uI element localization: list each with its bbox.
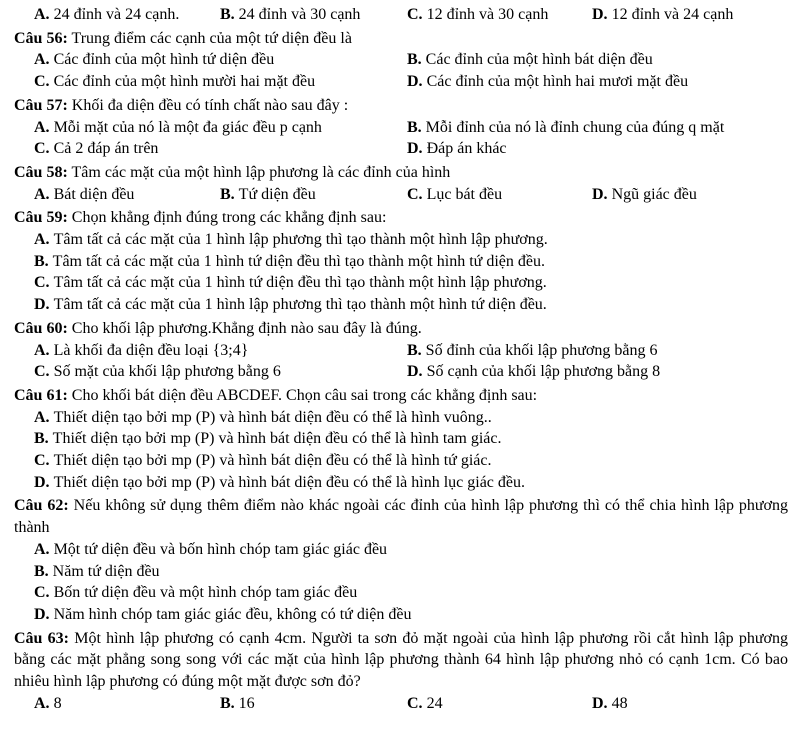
q62-option-b: B. Năm tứ diện đều bbox=[34, 562, 160, 580]
q63-stem: Câu 63: Một hình lập phương có cạnh 4cm. Người ta sơn đỏ mặt ngoài của hình lập phương rồi cắt hình lập phương bằng các mặt phẳng song song với các mặt của hình lập phương thành 64 hình lập phương nhỏ có cạnh 1cm. Có bao nhiêu hình lập phương có đúng một mặt được sơn đỏ? bbox=[14, 629, 789, 691]
q58-option-a: A. Bát diện đều bbox=[34, 185, 135, 203]
q62-stem: Câu 62: Nếu không sử dụng thêm điểm nào khác ngoài các đỉnh của hình lập phương thì có thể chia hình lập phương thành bbox=[14, 497, 789, 537]
q58-option-d: D. Ngũ giác đều bbox=[592, 185, 697, 203]
q56-stem: Câu 56: Trung điểm các cạnh của một tứ diện đều là bbox=[14, 29, 352, 47]
q55-option-b: B. 24 đỉnh và 30 cạnh bbox=[220, 6, 361, 23]
q57-option-b: B. Mỗi đỉnh của nó là đỉnh chung của đúng q mặt bbox=[407, 118, 725, 136]
q62-option-d: D. Năm hình chóp tam giác giác đều, không có tứ diện đều bbox=[34, 605, 412, 623]
q62-options bbox=[14, 539, 790, 626]
q58-option-c: C. Lục bát đều bbox=[407, 185, 503, 203]
q56-option-b: B. Các đỉnh của một hình bát diện đều bbox=[407, 51, 653, 69]
q55-option-a: A. 24 đỉnh và 24 cạnh. bbox=[34, 6, 180, 23]
q61-stem: Câu 61: Cho khối bát diện đều ABCDEF. Chọn câu sai trong các khẳng định sau: bbox=[14, 386, 538, 404]
q60-stem: Câu 60: Cho khối lập phương.Khẳng định nào sau đây là đúng. bbox=[14, 319, 422, 337]
q59-option-a: A. Tâm tất cả các mặt của 1 hình lập phương thì tạo thành một hình lập phương. bbox=[34, 231, 548, 249]
q62-option-c: C. Bốn tứ diện đều và một hình chóp tam giác đều bbox=[34, 584, 358, 602]
q59-option-c: C. Tâm tất cả các mặt của 1 hình tứ diện đều thì tạo thành một hình lập phương. bbox=[34, 274, 547, 292]
q57-option-c: C. Cả 2 đáp án trên bbox=[34, 140, 159, 158]
q61-options bbox=[14, 407, 790, 494]
q61-option-a: A. Thiết diện tạo bởi mp (P) và hình bát diện đều có thể là hình vuông.. bbox=[34, 408, 492, 426]
q59-option-b: B. Tâm tất cả các mặt của 1 hình tứ diện đều thì tạo thành một hình tứ diện đều. bbox=[34, 252, 545, 270]
q61-option-b: B. Thiết diện tạo bởi mp (P) và hình bát diện đều có thể là hình tam giác. bbox=[34, 430, 502, 448]
q61-option-c: C. Thiết diện tạo bởi mp (P) và hình bát diện đều có thể là hình tứ giác. bbox=[34, 452, 492, 470]
q63-option-b: B. 16 bbox=[220, 694, 255, 712]
q57-options bbox=[14, 117, 790, 160]
q58-stem: Câu 58: Tâm các mặt của một hình lập phương là các đỉnh của hình bbox=[14, 163, 451, 181]
q59-options bbox=[14, 229, 790, 316]
q55-option-c: C. 12 đỉnh và 30 cạnh bbox=[407, 6, 549, 23]
q57-option-a: A. Mỗi mặt của nó là một đa giác đều p cạnh bbox=[34, 118, 322, 136]
q57-stem: Câu 57: Khối đa diện đều có tính chất nào sau đây : bbox=[14, 96, 349, 114]
q59-stem: Câu 59: Chọn khẳng định đúng trong các khẳng định sau: bbox=[14, 209, 387, 227]
q56-option-c: C. Các đỉnh của một hình mười hai mặt đều bbox=[34, 73, 316, 91]
q56-option-d: D. Các đỉnh của một hình hai mươi mặt đều bbox=[407, 73, 689, 91]
q61-option-d: D. Thiết diện tạo bởi mp (P) và hình bát diện đều có thể là hình lục giác đều. bbox=[34, 473, 526, 491]
q60-option-a: A. Là khối đa diện đều loại {3;4} bbox=[34, 341, 249, 359]
q63-option-a: A. 8 bbox=[34, 694, 62, 712]
q63-options bbox=[14, 693, 790, 715]
q57-option-d: D. Đáp án khác bbox=[407, 140, 507, 158]
q58-option-b: B. Tứ diện đều bbox=[220, 185, 316, 203]
q60-options bbox=[14, 340, 790, 383]
q60-option-b: B. Số đỉnh của khối lập phương bằng 6 bbox=[407, 341, 658, 359]
q56-option-a: A. Các đỉnh của một hình tứ diện đều bbox=[34, 51, 275, 69]
q55-options bbox=[14, 4, 790, 26]
q60-option-c: C. Số mặt của khối lập phương bằng 6 bbox=[34, 363, 281, 381]
q59-option-d: D. Tâm tất cả các mặt của 1 hình lập phương thì tạo thành một hình tứ diện đều. bbox=[34, 296, 547, 314]
q63-option-c: C. 24 bbox=[407, 694, 443, 712]
q55-option-d: D. 12 đỉnh và 24 cạnh bbox=[592, 6, 734, 23]
q62-option-a: A. Một tứ diện đều và bốn hình chóp tam giác giác đều bbox=[34, 540, 388, 558]
q60-option-d: D. Số cạnh của khối lập phương bằng 8 bbox=[407, 363, 661, 381]
q58-options bbox=[14, 184, 790, 206]
q63-option-d: D. 48 bbox=[592, 694, 628, 712]
q56-options bbox=[14, 49, 790, 92]
